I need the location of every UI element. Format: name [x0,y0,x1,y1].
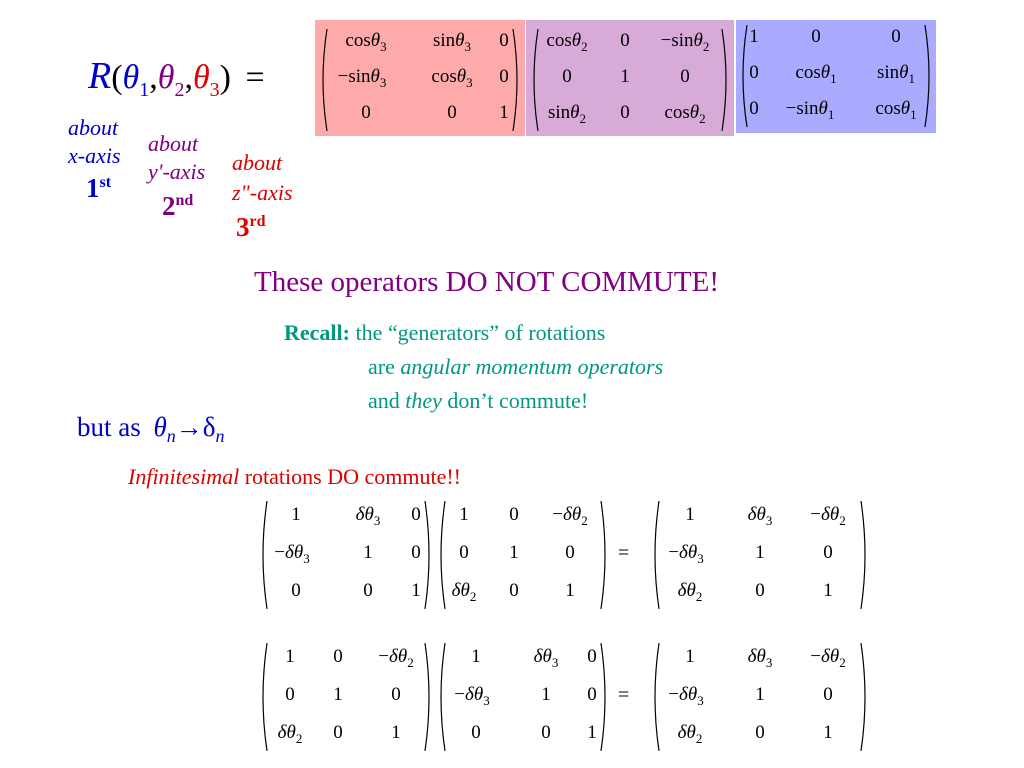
recall-label: Recall: [284,320,350,345]
equals-sign-2: = [618,684,630,706]
formula-theta3: $\theta_3$ [192,59,220,101]
formula-theta1: $\theta_1$ [122,59,150,101]
not-commute-statement: These operators DO NOT COMMUTE! [254,266,719,298]
infinitesimal-result-1: 1 $\delta\theta_3$ $-\delta\theta_2$ $-\delta\theta_3$ 1 0 $\delta\theta_2$ 0 1 [650,500,870,610]
formula-open-paren: ( [111,59,123,96]
infinitesimal-result-2: 1 $\delta\theta_3$ $-\delta\theta_2$ $-\delta\theta_3$ 1 0 $\delta\theta_2$ 0 1 [650,642,870,752]
ordinal-1st: 1st [86,173,112,203]
formula-equals: = [245,59,265,96]
formula-close-paren: ) [219,59,231,96]
formula-theta2: $\theta_2$ [157,59,185,101]
formula-R: R [88,55,112,97]
matrix-rot-z: cosθ$_3$ sinθ$_3$ 0 −sinθ$_3$ cosθ$_3$ 0 0 0 1 [318,28,522,132]
infinitesimal-statement: Infinitesimal rotations DO commute!! [128,464,462,489]
label-x-axis: about x-axis 1st [68,115,121,203]
matrix-rot-x: 1 0 0 0 cosθ$_1$ sinθ$_1$ 0 −sinθ$_1$ cosθ$_1$ [738,24,934,128]
rotation-formula: $R(\theta_1,\theta_2,\theta_3)$ = [88,55,265,101]
infinitesimal-matrix-z-1: 1 $\delta\theta_3$ 0 $-\delta\theta_3$ 1 0 0 0 1 [258,500,434,610]
label-z-axis: about z"-axis 3rd [232,150,293,242]
recall-block: Recall: the “generators” of rotations are angular momentum operators and they don’t commute! [284,320,664,413]
infinitesimal-matrix-z-2: 1 $\delta\theta_3$ 0 $-\delta\theta_3$ 1 0 0 0 1 [436,642,610,752]
infinitesimal-matrix-y-1: 1 0 $-\delta\theta_2$ 0 1 0 $\delta\theta_2$ 0 1 [436,500,610,610]
ordinal-2nd: 2nd [162,191,194,221]
matrix-rot-y: cosθ$_2$ 0 −sinθ$_2$ 0 1 0 sinθ$_2$ 0 cosθ$_2$ [529,28,731,132]
label-y-axis: about y'-axis 2nd [148,131,206,221]
but-as-limit: but as $\theta_n\to\delta_n$ [77,412,225,446]
equals-sign-1: = [618,542,630,564]
infinitesimal-matrix-y-2: 1 0 $-\delta\theta_2$ 0 1 0 $\delta\theta_2$ 0 1 [258,642,434,752]
ordinal-3rd: 3rd [236,212,266,242]
